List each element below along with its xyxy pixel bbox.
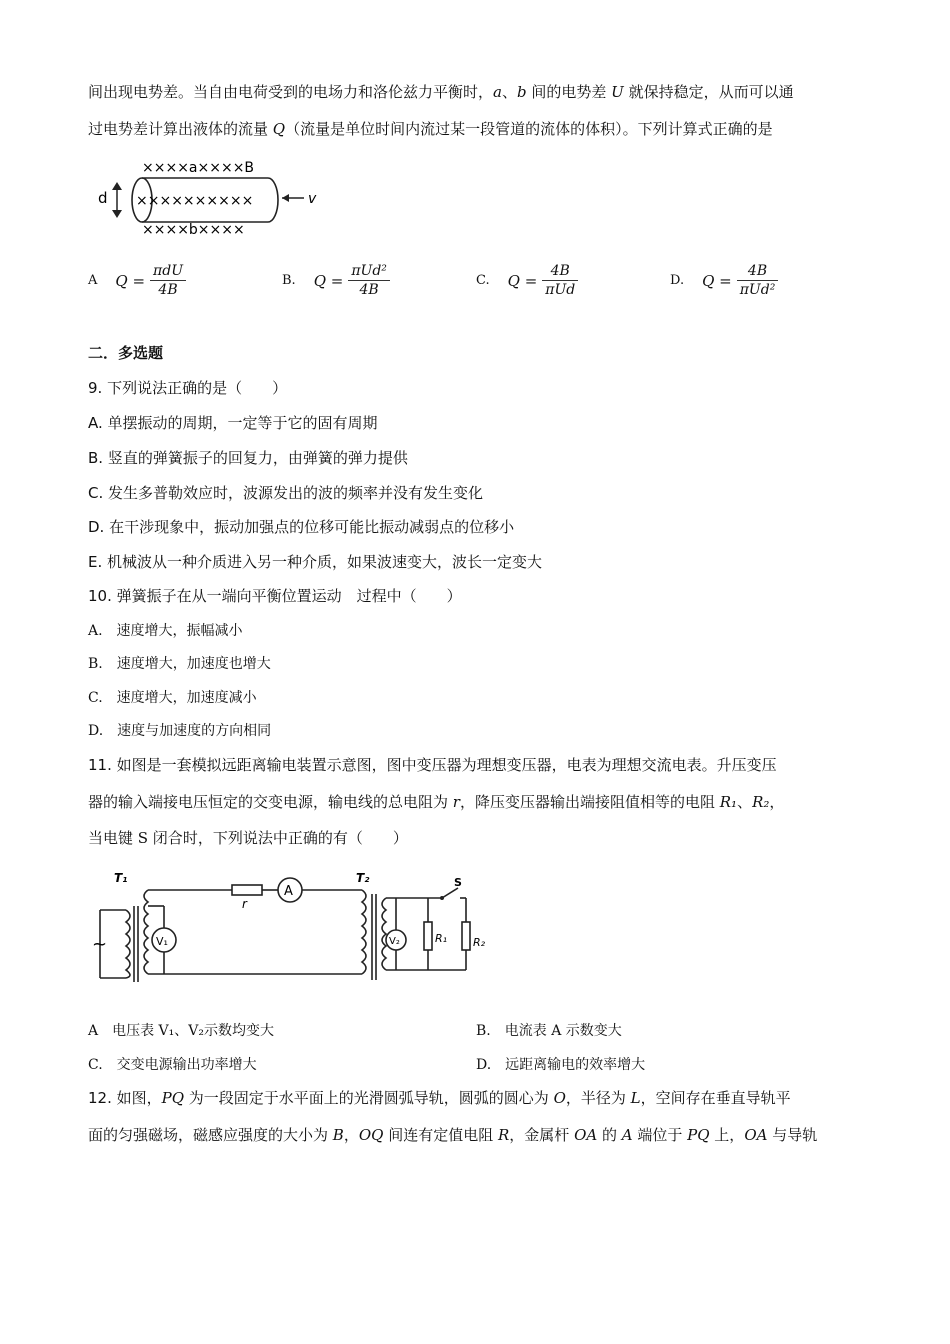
q11-text: ，: [769, 793, 785, 811]
q12-text: 12. 如图，: [88, 1089, 162, 1107]
velocity-arrowhead: [282, 194, 289, 202]
q8-text: 就保持稳定，从而可以通: [623, 83, 794, 101]
q8-option-d[interactable]: [670, 262, 778, 299]
q11-line-3: 当电键 S 闭合时，下列说法中正确的有（ ）: [88, 829, 408, 847]
figure-top-row: ××××a××××B: [142, 160, 255, 176]
numerator: 4B: [737, 262, 779, 281]
figure-v-label: v: [308, 191, 317, 207]
label-ammeter: A: [284, 884, 293, 899]
q8-text: 过电势差计算出液体的流量: [88, 120, 273, 138]
pipe-far-end: [268, 178, 278, 222]
q11-text: 器的输入端接电压恒定的交变电源，输电线的总电阻为: [88, 793, 453, 811]
option-label: D.: [670, 273, 685, 288]
var-a: a: [493, 83, 502, 101]
q8-line-2: [88, 119, 773, 139]
t2-secondary-coil: [382, 898, 386, 970]
var-r1: R₁: [719, 793, 738, 811]
var-oa: OA: [744, 1126, 768, 1144]
var-r2: R₂: [752, 793, 770, 811]
q8-text: （流量是单位时间内流过某一段管道的流体的体积）。下列计算式正确的是: [285, 120, 773, 138]
formula-fraction: [542, 262, 578, 299]
option-label: C.: [476, 273, 490, 288]
resistor-r2: [462, 922, 470, 950]
q12-text: 面的匀强磁场，磁感应强度的大小为: [88, 1126, 333, 1144]
label-r1: R₁: [435, 932, 448, 945]
q8-text: 间的电势差: [526, 83, 612, 101]
q12-text: 端位于: [632, 1126, 688, 1144]
label-s: S: [454, 876, 462, 889]
option-label: B.: [282, 273, 296, 288]
separator: 、: [501, 83, 517, 101]
q12-text: 与导轨: [767, 1126, 818, 1144]
figure-middle-row: ××××××××××: [136, 193, 254, 209]
var-pq: PQ: [161, 1089, 185, 1107]
figure-d-label: d: [98, 189, 108, 207]
q9-option-e[interactable]: E. 机械波从一种介质进入另一种介质，如果波速变大，波长一定变大: [88, 553, 543, 571]
q10-option-d[interactable]: D. 速度与加速度的方向相同: [88, 723, 272, 739]
denominator: πUd²: [739, 282, 776, 298]
label-t2: T₂: [356, 871, 370, 885]
q10-stem: 10. 弹簧振子在从一端向平衡位置运动 过程中（ ）: [88, 587, 462, 605]
q10-option-c[interactable]: C. 速度增大，加速度减小: [88, 690, 257, 706]
q11-option-c[interactable]: C. 交变电源输出功率增大: [88, 1057, 257, 1073]
formula-lhs: Q =: [313, 271, 344, 290]
numerator: 4B: [542, 262, 578, 281]
switch-pivot: [440, 896, 444, 900]
q11-option-b[interactable]: B. 电流表 A 示数变大: [476, 1023, 622, 1039]
formula-lhs: Q =: [115, 271, 146, 290]
var-oq: OQ: [358, 1126, 384, 1144]
q9-option-a[interactable]: A. 单摆振动的周期，一定等于它的固有周期: [88, 414, 378, 432]
t1-primary-coil: [126, 910, 130, 978]
var-a-end: A: [621, 1126, 633, 1144]
denominator: 4B: [359, 282, 379, 298]
q8-option-a[interactable]: [88, 262, 186, 299]
var-oa: OA: [574, 1126, 598, 1144]
label-v2: V₂: [389, 936, 400, 947]
denominator: πUd: [545, 282, 576, 298]
t1-secondary-coil: [144, 890, 148, 974]
formula-fraction: [737, 262, 779, 299]
q9-option-c[interactable]: C. 发生多普勒效应时，波源发出的波的频率并没有发生变化: [88, 484, 484, 502]
section-heading: 二．多选题: [88, 344, 164, 362]
d-arrow-down: [112, 210, 122, 218]
var-pq: PQ: [687, 1126, 710, 1144]
transmission-circuit-figure: [92, 870, 492, 1002]
q11-line-2: [88, 792, 784, 812]
q12-text: ，空间存在垂直导轨平: [640, 1089, 791, 1107]
q11-text: ，降压变压器输出端接阻值相等的电阻: [459, 793, 720, 811]
q8-option-c[interactable]: [476, 262, 578, 299]
q12-text: 的: [597, 1126, 622, 1144]
q9-stem: 9. 下列说法正确的是（ ）: [88, 379, 288, 397]
figure-bottom-row: ××××b××××: [142, 222, 245, 238]
line-resistor: [232, 885, 262, 895]
denominator: 4B: [158, 282, 178, 298]
q8-line-1: [88, 82, 794, 102]
q12-text: ，金属杆: [509, 1126, 575, 1144]
label-r: r: [242, 897, 247, 911]
var-u: U: [611, 83, 624, 101]
ac-source-symbol: ~: [92, 934, 108, 955]
t2-primary-coil: [362, 890, 366, 974]
option-label: A: [88, 273, 98, 288]
var-b-field: B: [332, 1126, 344, 1144]
d-arrow-up: [112, 182, 122, 190]
formula-lhs: Q =: [507, 271, 538, 290]
q12-text: 为一段固定于水平面上的光滑圆弧导轨，圆弧的圆心为: [184, 1089, 554, 1107]
q11-line-1: 11. 如图是一套模拟远距离输电装置示意图，图中变压器为理想变压器，电表为理想交流电表。升压变压: [88, 756, 777, 774]
formula-fraction: [348, 262, 390, 299]
formula-lhs: Q =: [702, 271, 732, 290]
resistor-r1: [424, 922, 432, 950]
label-v1: V₁: [156, 935, 168, 948]
q12-text: ，: [343, 1126, 359, 1144]
label-r2: R₂: [473, 936, 486, 949]
q12-line-1: [88, 1088, 791, 1108]
label-t1: T₁: [114, 871, 128, 885]
q12-line-2: [88, 1125, 817, 1145]
formula-fraction: [150, 262, 186, 299]
q12-text: 上，: [709, 1126, 745, 1144]
q9-option-b[interactable]: B. 竖直的弹簧振子的回复力，由弹簧的弹力提供: [88, 449, 408, 467]
numerator: πdU: [150, 262, 186, 281]
separator: 、: [737, 793, 753, 811]
q8-option-b[interactable]: [282, 262, 390, 299]
switch-s: [442, 888, 458, 898]
q8-text: 间出现电势差。当自由电荷受到的电场力和洛伦兹力平衡时，: [88, 83, 494, 101]
q9-option-d[interactable]: D. 在干涉现象中，振动加强点的位移可能比振动减弱点的位移小: [88, 518, 515, 536]
flowmeter-figure: [90, 156, 330, 238]
var-l: L: [630, 1089, 641, 1107]
numerator: πUd²: [348, 262, 390, 281]
q12-text: 间连有定值电阻: [383, 1126, 498, 1144]
q11-option-a[interactable]: A 电压表 V₁、V₂示数均变大: [88, 1023, 275, 1039]
var-q: Q: [272, 120, 286, 138]
var-o: O: [553, 1089, 566, 1107]
var-b: b: [516, 83, 527, 101]
q10-option-a[interactable]: A. 速度增大，振幅减小: [88, 623, 243, 639]
q10-option-b[interactable]: B. 速度增大，加速度也增大: [88, 656, 271, 672]
q11-option-d[interactable]: D. 远距离输电的效率增大: [476, 1057, 646, 1073]
var-r: r: [452, 793, 460, 811]
var-r-resistor: R: [497, 1126, 510, 1144]
q12-text: ，半径为: [565, 1089, 631, 1107]
